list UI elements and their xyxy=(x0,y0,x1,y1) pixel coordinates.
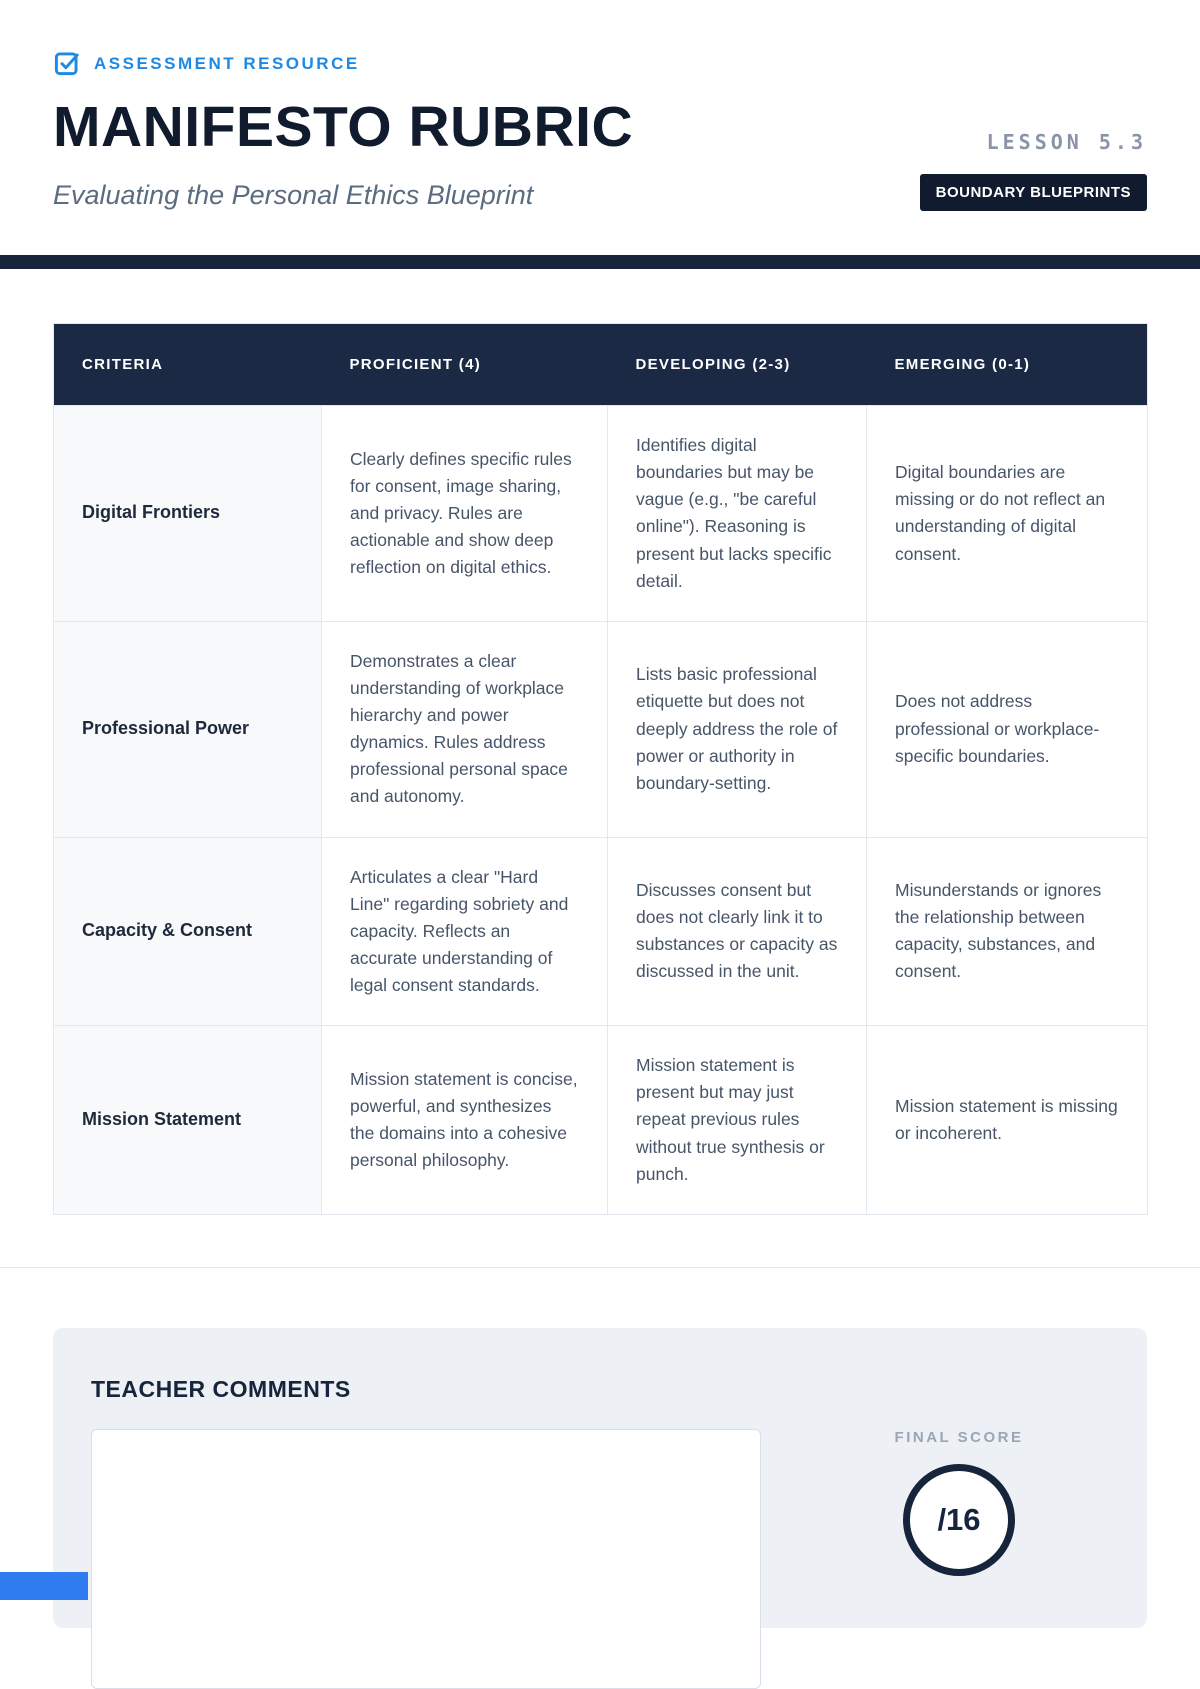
eyebrow-label: ASSESSMENT RESOURCE xyxy=(94,53,360,73)
page-subtitle: Evaluating the Personal Ethics Blueprint xyxy=(53,180,534,210)
teacher-comments-card xyxy=(53,1328,1147,1628)
table-row xyxy=(54,406,1148,622)
developing-cell: Mission statement is present but may just repeat previous rules without true synthesis or punch. xyxy=(608,1026,867,1215)
emerging-cell: Misunderstands or ignores the relationship between capacity, substances, and consent. xyxy=(867,837,1148,1026)
criteria-cell: Digital Frontiers xyxy=(54,406,322,622)
final-score-circle xyxy=(903,1464,1015,1576)
developing-cell: Identifies digital boundaries but may be vague (e.g., "be careful online"). Reasoning is present but lacks specific detail. xyxy=(608,406,867,622)
table-row xyxy=(54,621,1148,837)
unit-badge: BOUNDARY BLUEPRINTS xyxy=(920,174,1147,211)
teacher-comments-textarea[interactable] xyxy=(91,1429,761,1689)
table-row xyxy=(54,837,1148,1026)
proficient-cell: Clearly defines specific rules for consent, image sharing, and privacy. Rules are actionable and show deep reflection on digital ethics. xyxy=(322,406,608,622)
rubric-table xyxy=(53,323,1148,1215)
column-header-proficient: PROFICIENT (4) xyxy=(322,324,608,406)
column-header-developing: DEVELOPING (2-3) xyxy=(608,324,867,406)
proficient-cell: Mission statement is concise, powerful, and synthesizes the domains into a cohesive personal philosophy. xyxy=(322,1026,608,1215)
proficient-cell: Demonstrates a clear understanding of workplace hierarchy and power dynamics. Rules address professional personal space and autonomy. xyxy=(322,621,608,837)
criteria-cell: Mission Statement xyxy=(54,1026,322,1215)
table-header-row xyxy=(54,324,1148,406)
column-header-emerging: EMERGING (0-1) xyxy=(867,324,1148,406)
teacher-comments-title: TEACHER COMMENTS xyxy=(91,1375,351,1402)
header xyxy=(53,0,1147,211)
lesson-number: LESSON 5.3 xyxy=(986,130,1147,154)
checkbox-check-icon xyxy=(53,50,80,77)
final-score-label: FINAL SCORE xyxy=(894,1428,1024,1446)
table-row xyxy=(54,1026,1148,1215)
proficient-cell: Articulates a clear "Hard Line" regarding sobriety and capacity. Reflects an accurate understanding of legal consent standards. xyxy=(322,837,608,1026)
column-header-criteria: CRITERIA xyxy=(54,324,322,406)
criteria-cell: Professional Power xyxy=(54,621,322,837)
emerging-cell: Mission statement is missing or incoherent. xyxy=(867,1026,1148,1215)
section-divider xyxy=(0,1267,1200,1268)
footer-accent-bar xyxy=(0,1572,88,1600)
emerging-cell: Digital boundaries are missing or do not reflect an understanding of digital consent. xyxy=(867,406,1148,622)
developing-cell: Lists basic professional etiquette but does not deeply address the role of power or authority in boundary-setting. xyxy=(608,621,867,837)
developing-cell: Discusses consent but does not clearly link it to substances or capacity as discussed in the unit. xyxy=(608,837,867,1026)
divider-bar xyxy=(0,255,1200,269)
emerging-cell: Does not address professional or workplace-specific boundaries. xyxy=(867,621,1148,837)
final-score-value: /16 xyxy=(937,1501,981,1537)
page-title: MANIFESTO RUBRIC xyxy=(53,95,634,159)
criteria-cell: Capacity & Consent xyxy=(54,837,322,1026)
